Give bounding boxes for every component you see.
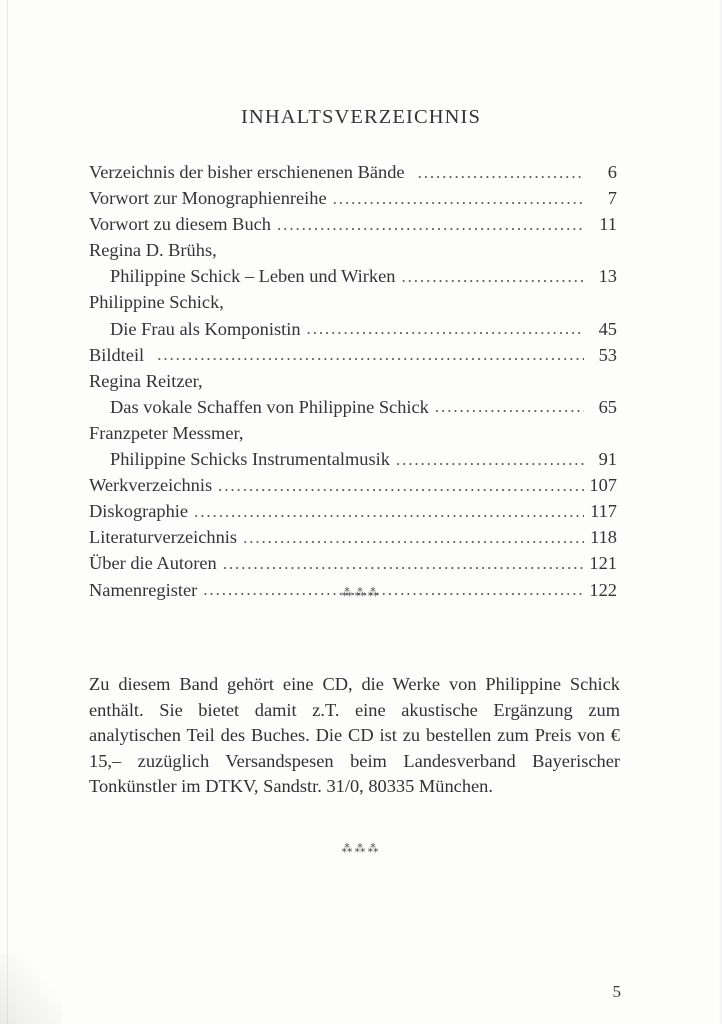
toc-entry-label: Bildteil [89,344,145,365]
toc-entry[interactable] [89,237,617,263]
toc-dot-leader [223,551,584,569]
toc-entry[interactable] [89,211,617,237]
toc-entry-label: Die Frau als Komponistin [110,318,301,339]
toc-dot-leader [250,421,584,439]
toc-entry-label: Über die Autoren [89,553,217,574]
toc-entry[interactable] [89,394,617,420]
toc-entry-page-number: 11 [599,214,617,235]
toc-entry-label: Verzeichnis der bisher erschienenen Bände [89,162,405,182]
toc-entry-page-number: 107 [589,475,617,496]
toc-entry-page-number: 53 [598,344,617,365]
toc-dot-leader [223,238,584,256]
page-title: INHALTSVERZEICHNIS [241,106,481,128]
toc-dot-leader [396,447,584,465]
toc-dot-leader [435,394,584,412]
toc-entry-page-number: 121 [589,553,617,574]
toc-entry[interactable] [89,159,617,185]
toc-entry[interactable] [89,185,617,211]
toc-entry-page-number: 45 [598,318,617,339]
toc-entry-label: Diskographie [89,501,189,522]
toc-entry-label: Philippine Schick, [89,292,224,313]
ornament-divider-top: ⁂⁂⁂ [341,587,381,599]
toc-entry[interactable] [89,342,617,368]
cd-note-paragraph: Zu diesem Band gehört eine CD, die Werke von Philippine Schick enthält. Sie bietet damit z.T. eine akustische Ergänzung zum analytischen Teil des Buches. Die CD ist zu bestellen zum Preis von € 15,– zuzüglich Versandspesen beim Landesverband Bayerischer Tonkünstler im DTKV, Sandstr. 31/0, 80335 München. [89,674,620,797]
toc-entry-label: Regina D. Brühs, [89,240,217,261]
toc-entry-label: Werkverzeichnis [89,475,213,496]
toc-entry-page-number: 118 [590,527,617,548]
toc-entry-page-number: 7 [607,188,617,209]
toc-entry[interactable] [89,550,617,576]
toc-entry[interactable] [89,524,617,550]
toc-dot-leader [209,368,584,386]
toc-entry-label: Literaturverzeichnis [89,527,238,548]
toc-entry-label: Vorwort zu diesem Buch [89,214,272,235]
toc-entry[interactable] [89,498,617,524]
toc-entry-page-number: 6 [607,162,617,182]
toc-dot-leader [157,342,584,360]
toc-dot-leader [277,212,584,230]
toc-entry-label: Namenregister [89,579,198,600]
toc-dot-leader [401,264,584,282]
toc-entry-label: Philippine Schicks Instrumentalmusik [110,449,390,470]
toc-entry[interactable] [89,472,617,498]
toc-entry[interactable] [89,420,617,446]
toc-dot-leader [194,499,584,517]
toc-dot-leader [243,525,584,543]
toc-entry-page-number: 91 [598,449,617,470]
toc-entry-label: Das vokale Schaffen von Philippine Schick [110,396,429,417]
toc-entry-page-number: 117 [590,501,617,522]
toc-entry-label: Franzpeter Messmer, [89,422,244,443]
toc-entry[interactable] [89,368,617,394]
toc-entry-page-number: 65 [598,396,617,417]
toc-dot-leader [230,290,584,308]
toc-entry-label: Regina Reitzer, [89,370,203,391]
toc-entry-label: Philippine Schick – Leben und Wirken [110,266,396,287]
table-of-contents [89,159,617,603]
toc-entry-page-number: 122 [589,579,617,600]
toc-dot-leader [418,160,584,178]
toc-entry-label: Vorwort zur Monographienreihe [89,188,327,209]
toc-dot-leader [333,186,584,204]
page-number: 5 [612,982,621,1001]
toc-entry[interactable] [89,263,617,289]
toc-dot-leader [307,316,584,334]
toc-entry[interactable] [89,316,617,342]
toc-entry-page-number: 13 [598,266,617,287]
toc-entry[interactable] [89,446,617,472]
scan-artifact-left-line [7,0,8,1024]
toc-entry[interactable] [89,289,617,315]
scan-artifact-corner-shadow [0,954,62,1024]
toc-dot-leader [218,473,584,491]
ornament-divider-bottom: ⁂⁂⁂ [341,843,381,855]
